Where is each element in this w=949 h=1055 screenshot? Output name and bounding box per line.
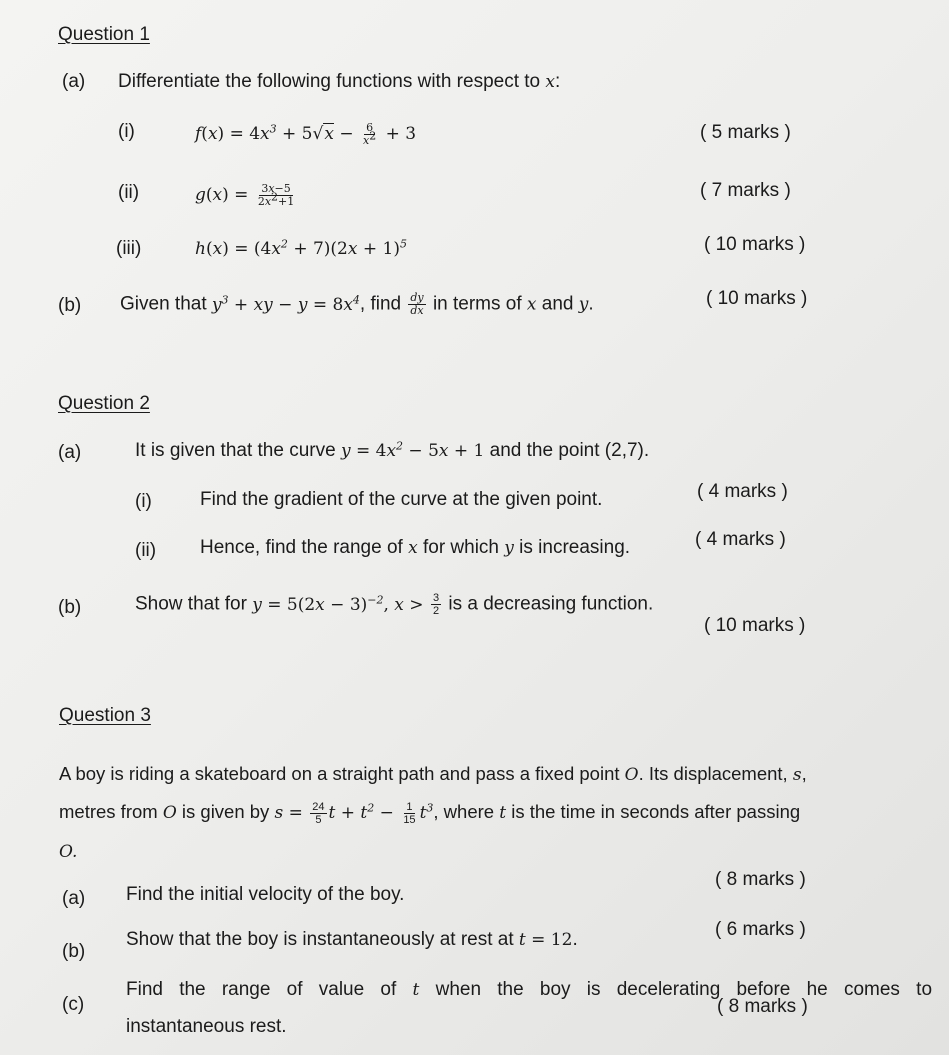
q1ai-label: (i)	[118, 121, 135, 142]
q2ai-text: Find the gradient of the curve at the given point.	[200, 489, 603, 510]
q1b-marks: ( 10 marks )	[706, 288, 808, 309]
q1ai-marks: ( 5 marks )	[700, 122, 791, 143]
q3a-text: Find the initial velocity of the boy.	[126, 884, 405, 905]
q1ai-formula: $f(x) = 4x^3 + 5√x$ − $\frac{6}{x^2}$ + 3	[195, 121, 417, 147]
q1a-text: Differentiate the following functions with respect to x:	[118, 71, 561, 92]
q2b-text: Show that for $y = 5(2x - 3)^{-2}$, x > $\frac{3}{2}$ is a decreasing function.	[135, 592, 654, 617]
q2aii-text: Hence, find the range of x for which y is increasing.	[200, 537, 631, 558]
q1aiii-formula: $h(x) = (4x^2 + 7)(2x + 1)^5$	[195, 237, 407, 259]
q3b-text: Show that the boy is instantaneously at rest at t = 12.	[126, 929, 578, 950]
q3b-label: (b)	[62, 941, 86, 962]
q3c-text-line1: Find the range of value of t when the boy is decelerating before he comes to	[126, 979, 933, 1000]
q2b-marks: ( 10 marks )	[704, 615, 806, 636]
q1b-text: Given that $y^3$ + xy − $y = 8x^4$, find $\frac{dy}{dx}$ in terms of x and y.	[120, 291, 594, 317]
q3c-label: (c)	[62, 994, 85, 1015]
q3-heading: Question 3	[59, 705, 151, 726]
q3-intro-line2: metres from O is given by s = $\frac{24}{5}$ $t + t^2$ − $\frac{1}{15}$ $t^3$, where t is the time in seconds after passing	[59, 800, 801, 826]
q2-heading: Question 2	[58, 393, 150, 414]
q2aii-marks: ( 4 marks )	[695, 529, 786, 550]
q1aiii-marks: ( 10 marks )	[704, 234, 806, 255]
q2aii-label: (ii)	[135, 540, 157, 561]
q1a-label: (a)	[62, 71, 86, 92]
q1aii-formula: g(x) = $\frac{3x-5}{2x^2+1}$	[195, 182, 295, 208]
q2a-label: (a)	[58, 442, 82, 463]
q3c-text-line2: instantaneous rest.	[126, 1016, 287, 1037]
q3a-marks: ( 8 marks )	[715, 869, 806, 890]
q3-intro-line3: O.	[59, 842, 78, 862]
q3b-marks: ( 6 marks )	[715, 919, 806, 940]
q1aii-label: (ii)	[118, 182, 140, 203]
q3c-marks: ( 8 marks )	[717, 996, 808, 1017]
q2a-text: It is given that the curve $y = 4x^2 - 5x + 1$ and the point (2,7).	[135, 439, 650, 461]
q3a-label: (a)	[62, 888, 86, 909]
q2ai-label: (i)	[135, 491, 152, 512]
q2b-label: (b)	[58, 597, 82, 618]
q1b-label: (b)	[58, 295, 82, 316]
q1aiii-label: (iii)	[116, 238, 142, 259]
q1aii-marks: ( 7 marks )	[700, 180, 791, 201]
q3-intro-line1: A boy is riding a skateboard on a straight path and pass a fixed point O. Its displacement, s,	[59, 763, 807, 785]
q2ai-marks: ( 4 marks )	[697, 481, 788, 502]
q1-heading: Question 1	[58, 24, 150, 45]
